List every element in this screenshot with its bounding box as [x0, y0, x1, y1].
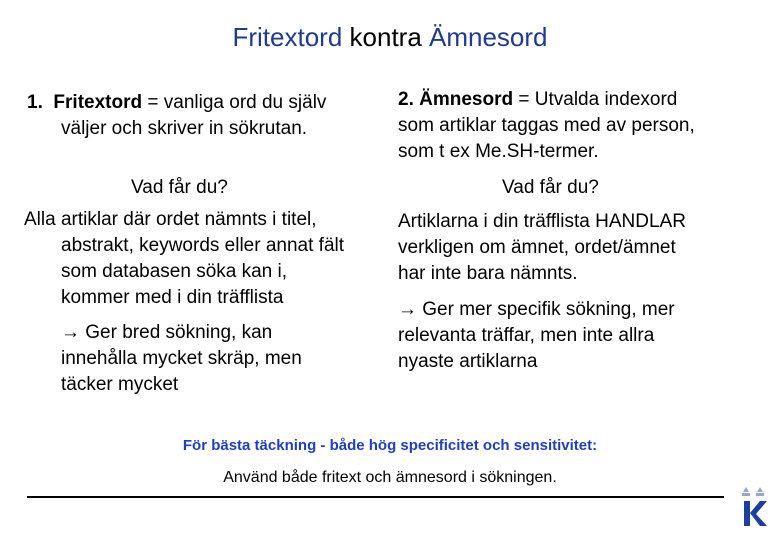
- left-result-line: Alla artiklar där ordet nämnts i titel,: [24, 209, 317, 230]
- left-result-line: som databasen söka kan i,: [61, 261, 288, 282]
- left-definition-line1: [27, 90, 326, 115]
- title-connector: kontra: [342, 22, 430, 52]
- left-number: 1.: [27, 92, 43, 113]
- right-number: 2.: [398, 89, 414, 110]
- left-definition-text: = vanliga ord du själv: [142, 92, 327, 113]
- page-title: [0, 22, 780, 53]
- left-result-line: abstrakt, keywords eller annat fält: [61, 235, 345, 256]
- right-arrow-line: relevanta träffar, men inte allra: [398, 325, 655, 346]
- title-term-amnesord: Ämnesord: [429, 22, 548, 52]
- right-definition-line1: [398, 87, 677, 112]
- left-term: Fritextord: [53, 92, 143, 113]
- left-result-line: kommer med i din träfflista: [61, 287, 284, 308]
- right-result-line: har inte bara nämnts.: [398, 263, 578, 284]
- tip-text: För bästa täckning - både hög specificitet och sensitivitet:: [182, 437, 598, 454]
- right-result-line: verkligen om ämnet, ordet/ämnet: [398, 237, 676, 258]
- left-arrow-line: täcker mycket: [61, 374, 179, 395]
- right-definition-line3: som t ex Me.SH-termer.: [398, 141, 599, 162]
- left-question: Vad får du?: [131, 177, 228, 198]
- divider: [27, 496, 724, 498]
- right-arrow-line: nyaste artiklarna: [398, 351, 538, 372]
- right-definition-text: = Utvalda indexord: [513, 89, 678, 110]
- left-definition-line2: väljer och skriver in sökrutan.: [61, 118, 308, 139]
- right-definition-line2: som artiklar taggas med av person,: [398, 115, 695, 136]
- right-question: Vad får du?: [502, 177, 599, 198]
- left-arrow-line: → Ger bred sökning, kan: [61, 322, 273, 343]
- left-arrow-line: innehålla mycket skräp, men: [61, 348, 302, 369]
- right-result-line: Artiklarna i din träfflista HANDLAR: [398, 211, 686, 232]
- advice-text: Använd både fritext och ämnesord i sökningen.: [223, 469, 557, 486]
- right-term: Ämnesord: [419, 89, 514, 110]
- title-term-fritextord: Fritextord: [232, 22, 343, 52]
- ki-logo-icon: [738, 484, 768, 530]
- right-arrow-line: → Ger mer specifik sökning, mer: [398, 299, 675, 320]
